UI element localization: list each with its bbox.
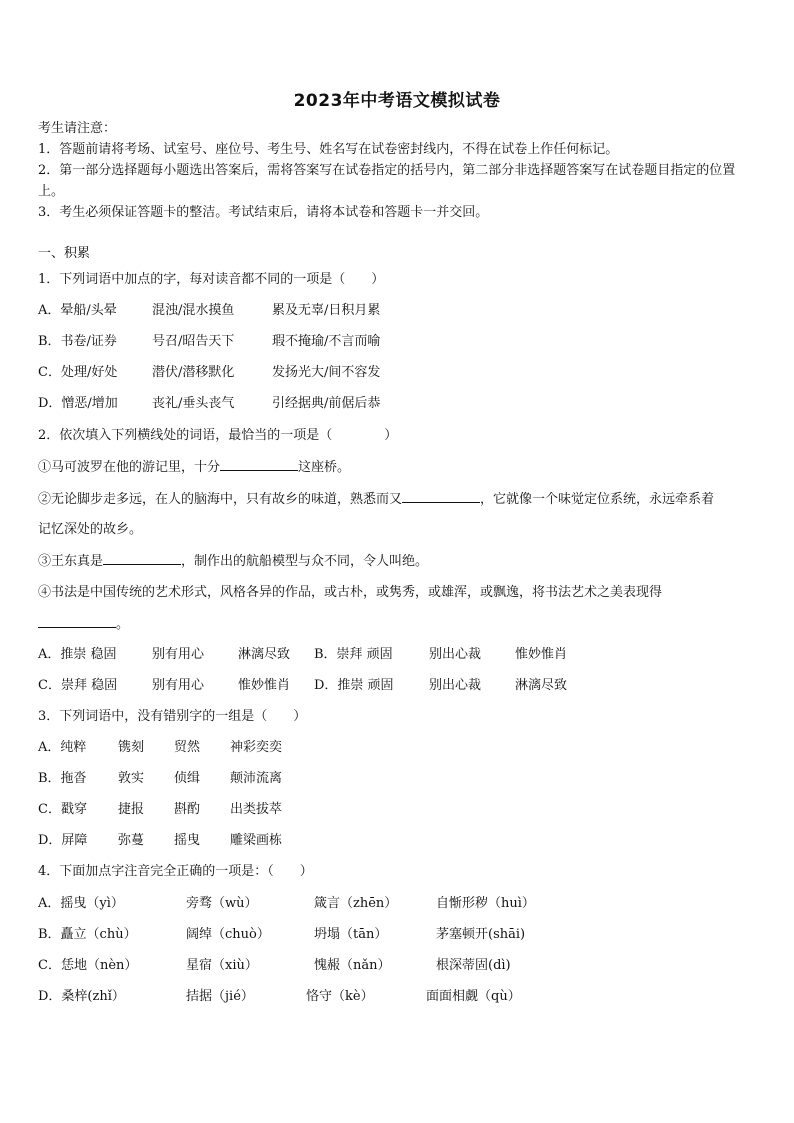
q1-option-d[interactable]: D．憎恶/增加 丧礼/垂头丧气 引经据典/前倨后恭 <box>38 396 381 411</box>
q1-stem: 1．下列词语中加点的字，每对读音都不同的一项是（ ） <box>38 272 385 287</box>
q3-option-a[interactable]: A．纯粹 镌刻 贸然 神彩奕奕 <box>38 740 283 755</box>
q3-option-c[interactable]: C．戳穿 捷报 斟酌 出类拔萃 <box>38 802 283 817</box>
q2-sentence-2: ②无论脚步走多远，在人的脑海中，只有故乡的味道，熟悉而又 ，它就像一个味觉定位系统，永远牵系着 <box>38 492 715 507</box>
section-heading: 一、积累 <box>38 246 91 261</box>
q3-option-b[interactable]: B．拖沓 敦实 侦缉 颠沛流离 <box>38 771 283 786</box>
q2-sentence-4: ④书法是中国传统的艺术形式，风格各异的作品，或古朴，或隽秀，或雄浑，或飘逸，将书法艺术之美表现得 <box>38 585 663 600</box>
page-title: 2023年中考语文模拟试卷 <box>293 91 501 111</box>
q4-option-b[interactable]: B．矗立（chù） 阔绰（chuò） 坍塌（tān） 茅塞顿开(shāi) <box>38 927 526 942</box>
q3-option-d[interactable]: D．屏障 弥蔓 摇曳 雕梁画栋 <box>38 833 283 848</box>
q4-option-d[interactable]: D．桑梓(zhǐ） 拮据（jié） 恪守（kè） 面面相觑（qù） <box>38 989 521 1004</box>
answer-blank[interactable] <box>402 490 480 503</box>
q2-sentence-4-cont: 。 <box>38 615 129 634</box>
answer-blank[interactable] <box>220 458 298 471</box>
notice-item-3: 3．考生必须保证答题卡的整洁。考试结束后，请将本试卷和答题卡一并交回。 <box>38 205 489 220</box>
q4-option-a[interactable]: A．摇曳（yì） 旁骛（wù） 箴言（zhēn） 自惭形秽（huì） <box>38 896 535 911</box>
notice-heading: 考生请注意： <box>38 121 117 136</box>
q1-option-a[interactable]: A．晕船/头晕 混浊/混水摸鱼 累及无辜/日积月累 <box>38 303 381 318</box>
q2-sentence-2-cont: 记忆深处的故乡。 <box>38 522 143 537</box>
q3-stem: 3．下列词语中，没有错别字的一组是（ ） <box>38 709 307 724</box>
q2-options-ab[interactable]: A．推崇 稳固 别有用心 淋漓尽致 B．崇拜 顽固 别出心裁 惟妙惟肖 <box>38 647 568 662</box>
q2-sentence-3: ③王东真是 ，制作出的航船模型与众不同，令人叫绝。 <box>38 554 429 569</box>
q4-option-c[interactable]: C．恁地（nèn） 星宿（xiù） 愧赧（nǎn） 根深蒂固(dì) <box>38 958 511 973</box>
q2-stem: 2．依次填入下列横线处的词语，最恰当的一项是（ ） <box>38 428 398 443</box>
q2-sentence-1: ①马可波罗在他的游记里，十分 这座桥。 <box>38 460 351 475</box>
q4-stem: 4．下面加点字注音完全正确的一项是：（ ） <box>38 864 313 879</box>
answer-blank[interactable] <box>38 615 116 628</box>
answer-blank[interactable] <box>103 552 181 565</box>
q2-options-cd[interactable]: C．崇拜 稳固 别有用心 惟妙惟肖 D．推崇 顽固 别出心裁 淋漓尽致 <box>38 678 568 693</box>
notice-item-1: 1．答题前请将考场、试室号、座位号、考生号、姓名写在试卷密封线内，不得在试卷上作任何标记。 <box>38 142 619 157</box>
notice-item-2: 2．第一部分选择题每小题选出答案后，需将答案写在试卷指定的括号内，第二部分非选择题答案写在试卷题目指定的位置上。 <box>38 163 736 199</box>
exam-notice <box>38 118 760 223</box>
q1-option-c[interactable]: C．处理/好处 潜伏/潜移默化 发扬光大/间不容发 <box>38 365 381 380</box>
q1-option-b[interactable]: B．书卷/证券 号召/昭告天下 瑕不掩瑜/不言而喻 <box>38 334 381 349</box>
